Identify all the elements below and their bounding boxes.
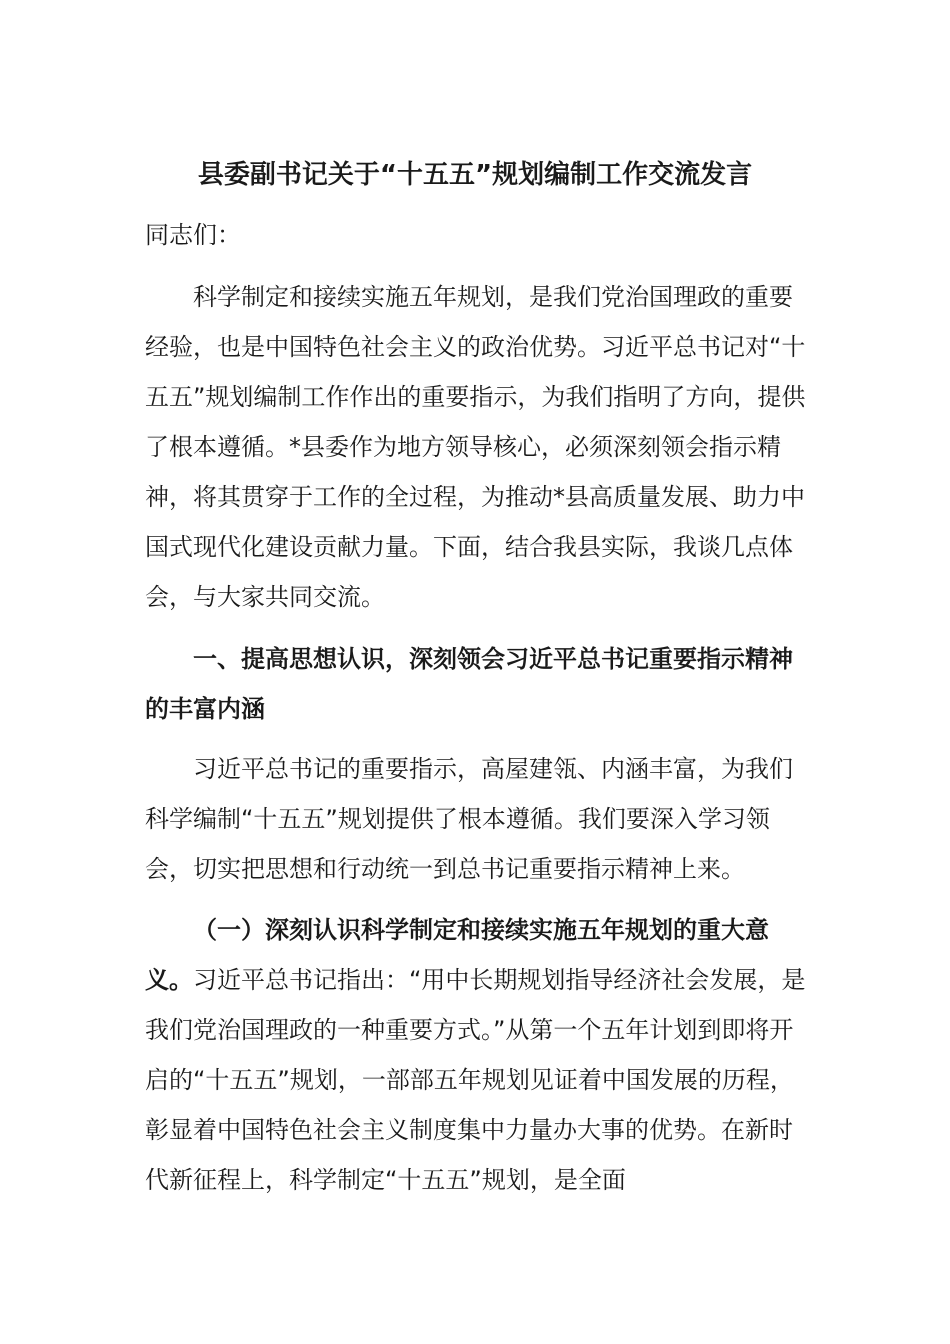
salutation: 同志们： bbox=[145, 221, 241, 249]
paragraph-subsection-1 bbox=[145, 905, 810, 1205]
subsection-heading-1: （一）深刻认识科学制定和接续实施五年规划的重大意义。 bbox=[145, 916, 769, 994]
paragraph-intro: 科学制定和接续实施五年规划，是我们党治国理政的重要经验，也是中国特色社会主义的政治优势。习近平总书记对“十五五”规划编制工作作出的重要指示，为我们指明了方向，提供了根本遵循。*县委作为地方领导核心，必须深刻领会指示精神，将其贯穿于工作的全过程，为推动*县高质量发展、助力中国式现代化建设贡献力量。下面，结合我县实际，我谈几点体会，与大家共同交流。 bbox=[145, 283, 806, 611]
paragraph-section-1: 习近平总书记的重要指示，高屋建瓴、内涵丰富，为我们科学编制“十五五”规划提供了根本遵循。我们要深入学习领会，切实把思想和行动统一到总书记重要指示精神上来。 bbox=[145, 755, 793, 883]
section-heading-1: 一、提高思想认识，深刻领会习近平总书记重要指示精神的丰富内涵 bbox=[145, 645, 793, 723]
document-title: 县委副书记关于“十五五”规划编制工作交流发言 bbox=[197, 160, 753, 190]
subsection-body-1: 习近平总书记指出：“用中长期规划指导经济社会发展，是我们党治国理政的一种重要方式。”从第一个五年计划到即将开启的“十五五”规划，一部部五年规划见证着中国发展的历程，彰显着中国特色社会主义制度集中力量办大事的优势。在新时代新征程上，科学制定“十五五”规划，是全面 bbox=[145, 966, 806, 1194]
